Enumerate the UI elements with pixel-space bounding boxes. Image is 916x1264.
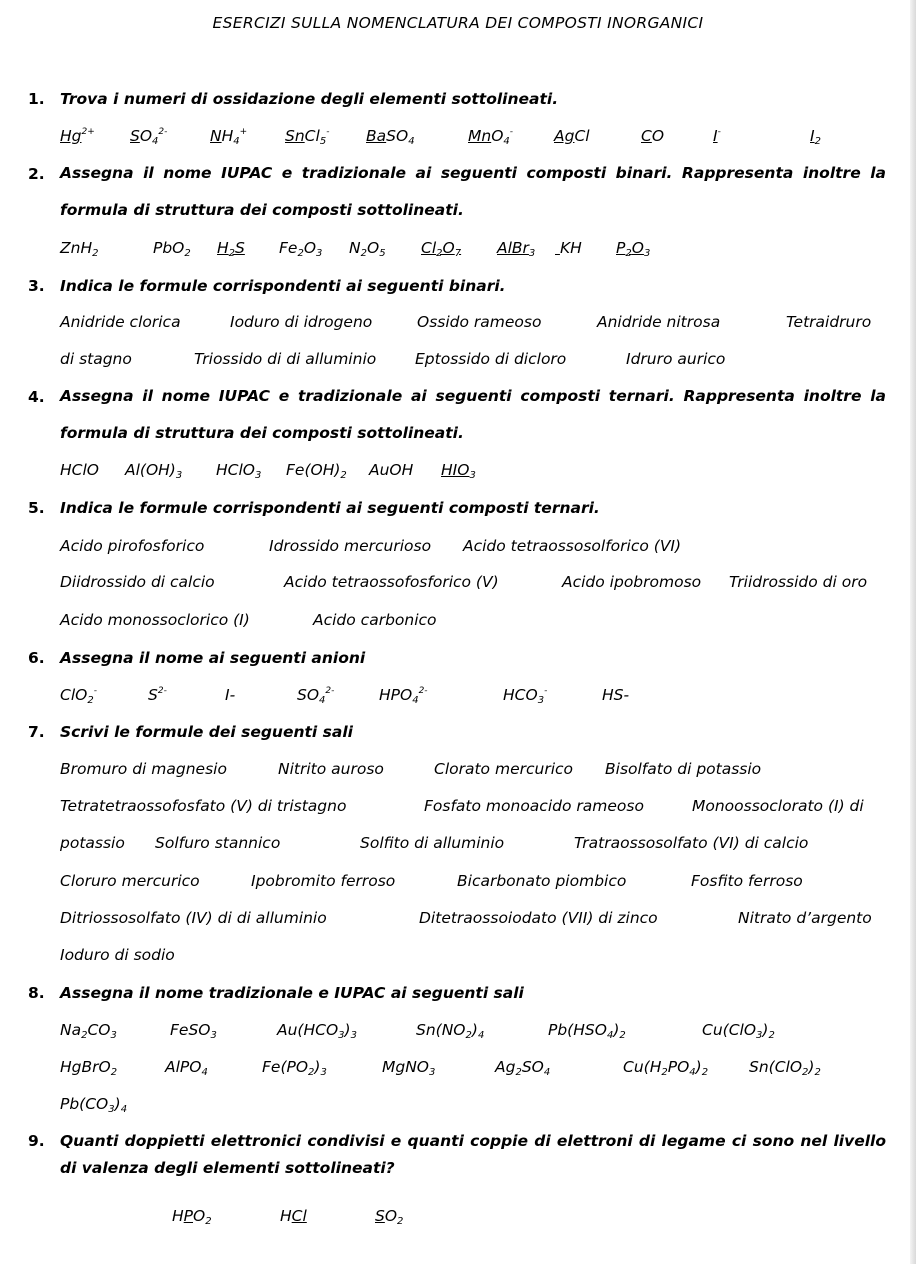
page-edge-shadow bbox=[910, 0, 916, 1264]
question-6-anions bbox=[60, 686, 890, 708]
question-5-items-line-2 bbox=[60, 573, 890, 595]
formula-snno24: $Sn(NO_2)_4$ bbox=[416, 1021, 485, 1041]
list-item: Tetraidruro bbox=[786, 313, 872, 331]
list-item: Bicarbonato piombico bbox=[457, 872, 627, 890]
list-item: Triidrossido di oro bbox=[729, 573, 868, 591]
question-7-items-line-1 bbox=[60, 760, 890, 782]
formula-pbco34: $Pb(CO_3)_4$ bbox=[60, 1095, 128, 1115]
formula-cuh2po42: $Cu(H_2PO_4)_2$ bbox=[623, 1058, 709, 1078]
list-item: Fosfato monoacido rameoso bbox=[424, 797, 644, 815]
formula-hclo3: HClO$_3$ bbox=[216, 461, 262, 481]
formula-hs-ion: HS- bbox=[602, 686, 630, 704]
formula-cl2o7: $Cl_2O_7$ bbox=[421, 239, 462, 259]
question-9-formulas bbox=[60, 1207, 890, 1229]
page-title: ESERCIZI SULLA NOMENCLATURA DEI COMPOSTI INORGANICI bbox=[212, 14, 704, 32]
question-2-number: 2. bbox=[28, 165, 45, 183]
formula-hgbro2: HgBrO$_2$ bbox=[60, 1058, 118, 1078]
list-item: Triossido di di alluminio bbox=[194, 350, 377, 368]
formula-pbo2: PbO$_2$ bbox=[153, 239, 191, 259]
question-7-number: 7. bbox=[28, 723, 45, 741]
list-item: Idrossido mercurioso bbox=[269, 537, 432, 555]
list-item: Clorato mercurico bbox=[434, 760, 574, 778]
list-item: Nitrito auroso bbox=[278, 760, 384, 778]
list-item: Solfuro stannico bbox=[155, 834, 281, 852]
list-item: Cloruro mercurico bbox=[60, 872, 200, 890]
formula-hpo4-ion: $HPO_4^{2-}$ bbox=[379, 686, 428, 706]
list-item: Solfito di alluminio bbox=[360, 834, 505, 852]
question-2-text: Assegna il nome IUPAC e tradizionale ai seguenti composti binari. Rappresenta inoltre la formula di struttura dei composti sottolineati. bbox=[60, 164, 886, 219]
formula-hcl: HCl bbox=[280, 1207, 307, 1225]
question-8-salts-line-3 bbox=[60, 1095, 890, 1117]
question-9-number: 9. bbox=[28, 1132, 45, 1150]
list-item: Tetratetraossofosfato (V) di tristagno bbox=[60, 797, 347, 815]
question-7-items-line-6 bbox=[60, 946, 890, 968]
question-1-formulas bbox=[60, 127, 890, 149]
list-item: Acido tetraossofosforico (V) bbox=[284, 573, 499, 591]
formula-co: CO bbox=[641, 127, 665, 145]
formula-sncl5-ion: SnCl$_5$- bbox=[285, 127, 330, 147]
list-item: Acido carbonico bbox=[313, 611, 437, 629]
formula-feso3: FeSO$_3$ bbox=[170, 1021, 217, 1041]
question-1-text: Trova i numeri di ossidazione degli elementi sottolineati. bbox=[60, 90, 559, 108]
formula-pbhso42: $Pb(HSO_4)_2$ bbox=[548, 1021, 626, 1041]
formula-auoh: AuOH bbox=[369, 461, 414, 479]
list-item: Ioduro di sodio bbox=[60, 946, 175, 964]
question-3-text: Indica le formule corrispondenti ai seguenti binari. bbox=[60, 277, 506, 295]
formula-hpo2: $HPO_2$ bbox=[172, 1207, 212, 1227]
formula-feoh2: $Fe(OH)_2$ bbox=[286, 461, 347, 481]
question-5-number: 5. bbox=[28, 499, 45, 517]
list-item: Idruro aurico bbox=[626, 350, 726, 368]
formula-hco3-ion: $HCO_3^-$ bbox=[503, 686, 548, 706]
question-4-formulas bbox=[60, 461, 890, 483]
question-8-text: Assegna il nome tradizionale e IUPAC ai seguenti sali bbox=[60, 984, 524, 1002]
formula-agcl: AgCl bbox=[554, 127, 590, 145]
formula-znh2: ZnH$_2$ bbox=[60, 239, 99, 259]
formula-fe2o3: $Fe_2O_3$ bbox=[279, 239, 323, 259]
list-item: potassio bbox=[60, 834, 125, 852]
formula-aloh3: $Al(OH)_3$ bbox=[125, 461, 183, 481]
list-item: Bromuro di magnesio bbox=[60, 760, 227, 778]
list-item: Ossido rameoso bbox=[417, 313, 542, 331]
formula-iodide-ion: I- bbox=[713, 127, 721, 145]
question-3-number: 3. bbox=[28, 277, 45, 295]
list-item: Acido ipobromoso bbox=[562, 573, 702, 591]
formula-na2co3: $Na_2CO_3$ bbox=[60, 1021, 117, 1041]
question-8-number: 8. bbox=[28, 984, 45, 1002]
question-5-items-line-1 bbox=[60, 537, 890, 559]
formula-p2o3: $P_2O_3$ bbox=[616, 239, 651, 259]
list-item: di stagno bbox=[60, 350, 132, 368]
question-4-number: 4. bbox=[28, 388, 45, 406]
list-item: Bisolfato di potassio bbox=[605, 760, 762, 778]
formula-baso4: BaSO$_4$ bbox=[366, 127, 415, 147]
question-7-items-line-2 bbox=[60, 797, 890, 819]
formula-clo2-ion: ClO$_2$- bbox=[60, 686, 97, 706]
question-3-items-line-2 bbox=[60, 350, 890, 372]
list-item: Monoossoclorato (I) di bbox=[692, 797, 864, 815]
formula-i2: $I_2$ bbox=[810, 127, 821, 147]
formula-auhco33: $Au(HCO_3)_3$ bbox=[277, 1021, 357, 1041]
question-5-items-line-3 bbox=[60, 611, 890, 633]
formula-hg-ion: $Hg^{2+}$ bbox=[60, 127, 95, 145]
formula-hclo: HClO bbox=[60, 461, 99, 479]
formula-n2o5: $N_2O_5$ bbox=[349, 239, 386, 259]
list-item: Diidrossido di calcio bbox=[60, 573, 215, 591]
formula-fepo23: $Fe(PO_2)_3$ bbox=[262, 1058, 327, 1078]
question-6-text: Assegna il nome ai seguenti anioni bbox=[60, 649, 366, 667]
list-item: Anidride clorica bbox=[60, 313, 181, 331]
list-item: Eptossido di dicloro bbox=[415, 350, 567, 368]
list-item: Acido pirofosforico bbox=[60, 537, 205, 555]
list-item: Acido tetraossosolforico (VI) bbox=[463, 537, 682, 555]
formula-h2s: $H_2S$ bbox=[217, 239, 245, 259]
list-item: Ioduro di idrogeno bbox=[230, 313, 373, 331]
question-8-salts-line-1 bbox=[60, 1021, 890, 1043]
formula-iodide-anion: I- bbox=[225, 686, 236, 704]
formula-nh4-ion: $NH_4^+$ bbox=[210, 127, 248, 147]
question-7-items-line-4 bbox=[60, 872, 890, 894]
question-9-text: Quanti doppietti elettronici condivisi e quanti coppie di elettroni di legame ci sono nel livello di valenza degli elementi sottolineati? bbox=[60, 1132, 886, 1177]
formula-cuclo32: $Cu(ClO_3)_2$ bbox=[702, 1021, 775, 1041]
formula-hio3: $HIO_3$ bbox=[441, 461, 476, 481]
list-item: Acido monossoclorico (I) bbox=[60, 611, 250, 629]
question-5-text: Indica le formule corrispondenti ai seguenti composti ternari. bbox=[60, 499, 600, 517]
formula-mno4-ion: MnO$_4$- bbox=[468, 127, 514, 147]
question-2-formulas bbox=[60, 239, 890, 261]
list-item: Tratraossosolfato (VI) di calcio bbox=[574, 834, 809, 852]
formula-mgno3: MgNO$_3$ bbox=[382, 1058, 436, 1078]
formula-albr3: AlBr$_3$ bbox=[497, 239, 536, 259]
formula-sulfide-ion: $S^{2-}$ bbox=[148, 686, 167, 704]
list-item: Anidride nitrosa bbox=[597, 313, 721, 331]
question-1-number: 1. bbox=[28, 90, 45, 108]
formula-ag2so4: $Ag_2SO_4$ bbox=[495, 1058, 551, 1078]
question-4-text: Assegna il nome IUPAC e tradizionale ai seguenti composti ternari. Rappresenta inoltre la formula di struttura dei composti sottolineati. bbox=[60, 387, 886, 442]
list-item: Nitrato d’argento bbox=[738, 909, 872, 927]
formula-so4-ion: $SO_4^{2-}$ bbox=[130, 127, 168, 147]
question-7-text: Scrivi le formule dei seguenti sali bbox=[60, 723, 353, 741]
question-7-items-line-5 bbox=[60, 909, 890, 931]
list-item: Fosfito ferroso bbox=[691, 872, 803, 890]
question-7-items-line-3 bbox=[60, 834, 890, 856]
formula-kh: KH bbox=[559, 239, 582, 257]
list-item: Ipobromito ferroso bbox=[251, 872, 396, 890]
formula-so2: $SO_2$ bbox=[375, 1207, 404, 1227]
formula-sulfate-ion: $SO_4^{2-}$ bbox=[297, 686, 335, 706]
question-3-items-line-1 bbox=[60, 313, 890, 335]
question-8-salts-line-2 bbox=[60, 1058, 890, 1080]
list-item: Ditetraossoiodato (VII) di zinco bbox=[419, 909, 658, 927]
formula-alpo4: AlPO$_4$ bbox=[165, 1058, 208, 1078]
list-item: Ditriossosolfato (IV) di di alluminio bbox=[60, 909, 327, 927]
formula-snclo22: $Sn(ClO_2)_2$ bbox=[749, 1058, 821, 1078]
question-6-number: 6. bbox=[28, 649, 45, 667]
